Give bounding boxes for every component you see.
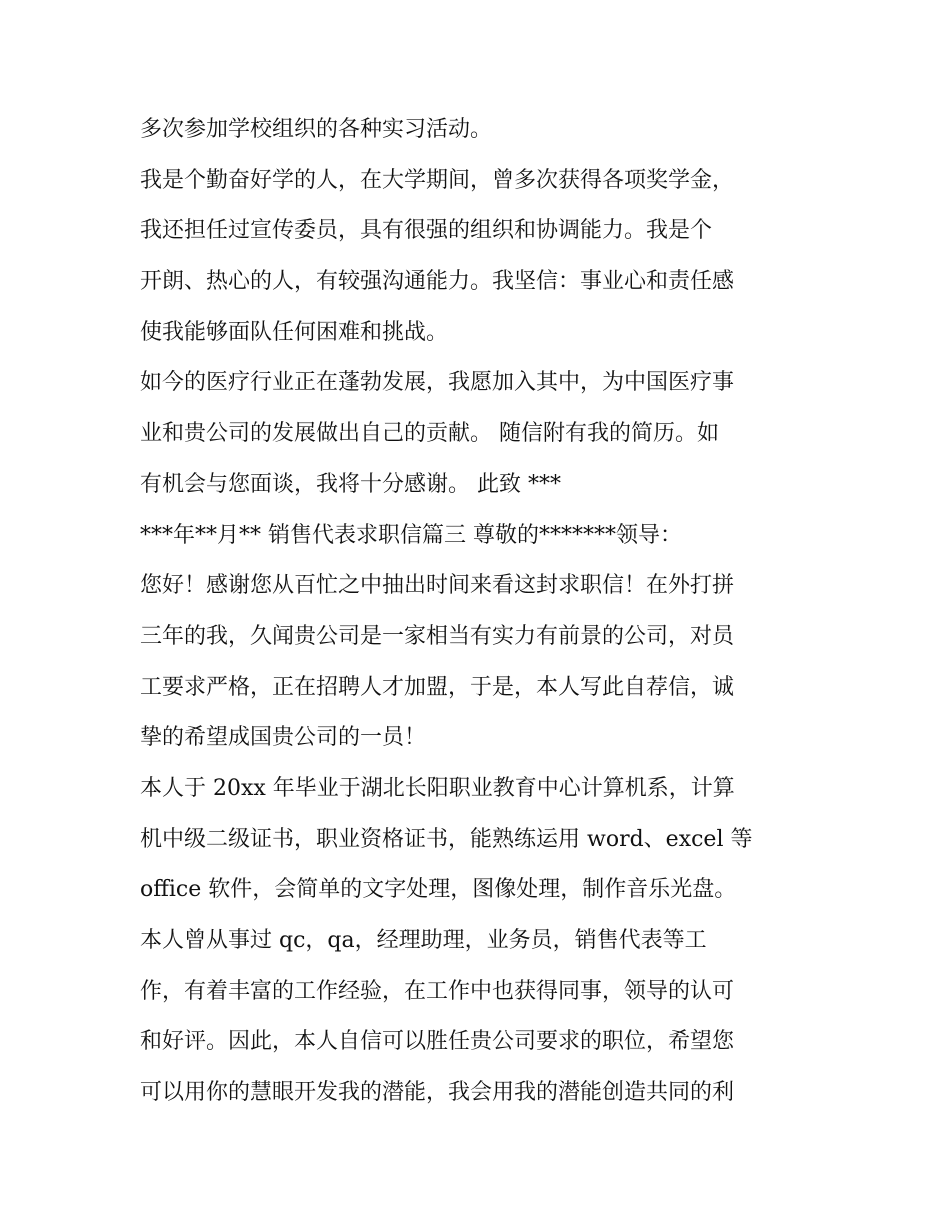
text-line: 如今的医疗行业正在蓬勃发展，我愿加入其中，为中国医疗事 [140, 370, 735, 396]
text-line: 本人于 20xx 年毕业于湖北长阳职业教育中心计算机系，计算 [140, 775, 735, 801]
text-line: 和好评。因此，本人自信可以胜任贵公司要求的职位，希望您 [140, 1029, 735, 1055]
text-line: 有机会与您面谈，我将十分感谢。 此致 *** [140, 471, 561, 497]
text-line: 三年的我，久闻贵公司是一家相当有实力有前景的公司，对员 [140, 623, 735, 649]
text-line: 我还担任过宣传委员，具有很强的组织和协调能力。我是个 [140, 218, 713, 244]
text-line: 本人曾从事过 qc，qa，经理助理，业务员，销售代表等工 [140, 928, 707, 953]
text-line: 您好！感谢您从百忙之中抽出时间来看这封求职信！在外打拼 [140, 573, 735, 599]
text-line: 可以用你的慧眼开发我的潜能，我会用我的潜能创造共同的利 [140, 1080, 735, 1106]
text-line: 机中级二级证书，职业资格证书，能熟练运用 word、excel 等 [140, 826, 753, 852]
text-line: 多次参加学校组织的各种实习活动。 [140, 117, 493, 142]
text-line: 业和贵公司的发展做出自己的贡献。 随信附有我的简历。如 [140, 421, 719, 447]
text-line: 挚的希望成国贵公司的一员！ [140, 725, 427, 751]
text-line: 工要求严格，正在招聘人才加盟，于是，本人写此自荐信，诚 [140, 674, 735, 700]
text-line: 作，有着丰富的工作经验，在工作中也获得同事，领导的认可 [140, 978, 735, 1004]
text-line: office 软件，会简单的文字处理，图像处理，制作音乐光盘。 [140, 877, 737, 903]
text-line: 我是个勤奋好学的人，在大学期间，曾多次获得各项奖学金， [140, 167, 735, 193]
text-line: 使我能够面队任何困难和挑战。 [140, 319, 449, 345]
text-line: ***年**月** 销售代表求职信篇三 尊敬的*******领导： [140, 522, 682, 548]
text-line: 开朗、热心的人，有较强沟通能力。我坚信：事业心和责任感 [140, 269, 735, 295]
document-body [140, 110, 820, 1124]
